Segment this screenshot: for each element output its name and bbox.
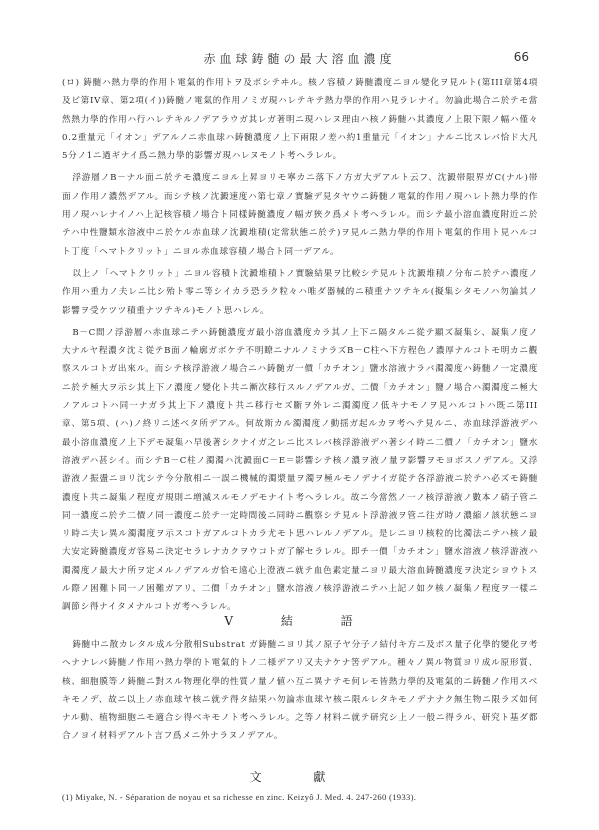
paragraph-hematocrit: 以上ノ「ヘマトクリット」ニヨル容積ト沈澱堆積トノ實驗結果ヲ比較シテ見ルト沈澱堆積ノ分布ニ於テハ濃度ノ作用ハ重力ノ夫レニ比シ殆ト零ニ等シイカラ恐ラク粒々ハ唯ダ器械的ニ積重ナツテキル(擬集シタモノハ勿論其ノ影響ヲ受ケツツ積重ナツテキル)モノト思ハレル。 xyxy=(62,268,538,316)
conclusion-heading: V 結 語 xyxy=(224,614,375,628)
running-head xyxy=(0,50,599,70)
paragraph-ro: (ロ) 鋳髄ハ熱力學的作用ト電氣的作用トヲ及ボシテヰル。核ノ容積ノ鋳髄濃度ニヨル變化ヲ見ルト(第III章第4項及ビ第IV章、第2項(イ))鋳髄ノ電氣的作用ノミガ現ハレテキテ熱力學的作用ハ見ラレナイ。勿論此場合ニ於テモ當然熱力學的作用ハ行ハレテキルノデアラウガ其レガ著明ニ現ハレヌ理由ハ核ノ鋳髄ハ其濃度ノ上限下限ノ幅ハ僅々0.2重量元「イオン」デアルノニ赤血球ハ鋳髄濃度ノ上下兩限ノ差ハ約1重量元「イオン」ナルニ比スレバ恰ド大凡5分ノ1ニ過ギナイ爲ニ熱力學的影響ガ現ハレヌモノト考ヘラレル。 xyxy=(62,78,538,162)
running-title: 赤血球鋳髄の最大溶血濃度 xyxy=(203,52,396,66)
paragraph-bc-layer: B－C間ノ浮游層ハ赤血球ニテハ鋳髄濃度ガ最小溶血濃度カラ其ノ上下ニ隔タルニ從テ顯ズ凝集シ、凝集ノ度ノ大ナルヤ程濃タ沈ミ從テB面ノ輪廓ガボケテ不明瞭ニナルノミナラズB－C柱ヘ下方程色ノ濃厚ナルコトモ明カニ觀察スルコトガ出來ル。而シテ核浮游液ノ場合ニハ鋳髄ガ一價「カチオン」鹽水溶液ナラバ濁濁度ハ鋳髄ノ一定濃度ニ於テ極大ヲ示シ其上下ノ濃度ノ變化ト共ニ漸次移行スルノデアルガ、二價「カチオン」鹽ノ場合ハ濁濁度ニ極大ノアルコトハ同一ナガラ其上下ノ濃度ト共ニ移行セズ斷ヲ外レニ濁濁度ノ低キナモノヲ見ハルコトハ既ニ第III章、第5項、(ハ)ノ終リニ述ベタ所デアル。何故斯カル濁濁度ノ動揺ガ起ルカヲ考ヘテ見ルニ、赤血球浮游液デハ最小溶血濃度ノ上下デモ凝集ハ早後著シクナイガ之レニ比スレバ核浮游液デハ著シイ時ニ二價ノ「カチオン」鹽水溶液デハ甚シイ。而シテB－C柱ノ濁濁ハ沈澱面C－E＝影響シテ核ノ濃ヲ液ノ量ヲ影響ヲモヨボスノデアル。又浮游液ノ振盪ニヨリ沈シテ今分散相ニ一誤ニ機械的濁漿量ヲ濁ヲ極ルモノデナイガ從テ各浮游液ニ於テハ必ズモ鋳髄濃度ト共ニ凝集ノ程度ガ規則ニ増減スルモノデモナイト考ヘラレル。故ニ今當然ノ一ノ核浮游液ノ數本ノ硝子管ニ同一濃度ニ於テ二價ノ同一濃度ニ於テ一定時間後ニ同時ニ觀察シテ見ルト浮游液ヲ管ニ往ガ時ノ濃縮ノ該状態ニヨリ時ニ夫レ異ル濁濁度ヲ示スコトガアルコトカラ尤モト思ハレルノデアル。是レニヨリ核粒的比濁法ニテハ核ノ最大安定鋳髄濃度ガ容易ニ決定セラレナカクヲウコトガ了解セラレル。即チ一價「カチオン」鹽水溶液ノ核浮游液ハ濁濁度ノ最大ナ所ヲ定メルノデアルガ恰モ遠心上澄液ニ就テ血色素定量ニヨリ最大溶血鋳髄濃度ヲ決定シヨウトスル際ノ困難ト同一ノ困難ガアリ、二價「カチオン」鹽水溶液ノ核浮游液ニテハ上記ノ如ク核ノ凝集ノ程度ヲ一樣ニ調節シ得ナイタメナルコトガ考ヘラレル。 xyxy=(62,327,538,613)
main-section xyxy=(62,74,538,621)
conclusion-paragraph: 鋳髄中ニ散カレタル成ル分散相Substrat ガ鋳髄ニヨリ其ノ原子ヤ分子ノ結付キ方ニ及ボス量子化學的變化ヲ考ヘナナレバ鋳髄ノ作用ハ熱力學的ト電氣的トノ二様デアリ又夫ナケナ筈デアル。種々ノ異ル物質ヨリ成ル原形質、核、細胞膜等ノ鋳髄ニ對スル物理化學的性質ノ量ノ値ハ互ニ異ナテモ何レモ皆熱力學的及電氣的ニ鋳髄ノ作用スベキモノデ、故ニ以上ノ赤血球ヤ核ニ就テ得タ結果ハ勿論赤血球ヤ核ニ限ルレタキモノデナナク無生物ニ限ラズ如何ナル動、植物細胞ニモ適合シ得ベキモノト考ヘラレル。之等ノ材料ニ就テ研究シ上ノ一般ニ得ラル、研究ト基ダ都合ノヨイ材料デアルト言フ爲メニ外ナラヌノデアル。 xyxy=(62,640,538,742)
conclusion-section xyxy=(62,636,538,750)
paragraph-floating-layer: 浮游層ノB－ナル面ニ於テモ濃度ニヨル上昇ヨリモ寧カニ落下ノ方ガ大デアルト云フ、沈澱帯限界ガC(ナル)帯面ノ作用ノ濃然デアル。而シテ核ノ沈澱速度ハ第七章ノ實驗デ見タヤウニ鋳髄ノ電氣的作用ノ現ハレト熱力學的作用ノ現ハレナイノハ上記核容積ノ場合ト同樣鋳髄濃度ノ幅ガ狹ク爲メト考ヘラレル。而シテ最小溶血濃度附近ニ於テハ中性鹽類水溶液中ニ於ケル赤血球ノ沈澱堆積(定常狀態ニ於テ)ヲ見ルニ熱力學的作用ト電氣的作用ト見ハルコト丁度「ヘマトクリット」ニヨル赤血球容積ノ場合ト同一デアル。 xyxy=(62,173,538,257)
reference-entry: (1) Miyake, N. - Séparation de noyau et sa richesse en zinc. Keizyô J. Med. 4. 247-260 (1933). xyxy=(62,792,417,802)
references-heading: 文 獻 xyxy=(249,770,350,784)
page-number: 66 xyxy=(513,50,529,64)
